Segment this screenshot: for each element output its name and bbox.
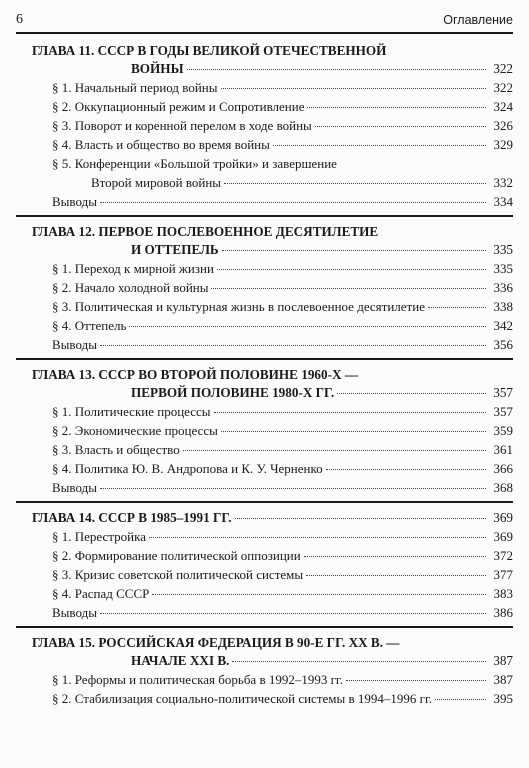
entry-page-number: 366: [493, 461, 513, 476]
dot-leader: [304, 556, 486, 557]
entry-text: § 2. Экономические процессы: [52, 423, 218, 438]
dot-leader: [100, 613, 486, 614]
entry-text: § 1. Начальный период войны: [52, 80, 218, 95]
entry-text: § 4. Политика Ю. В. Андропова и К. У. Черненко: [52, 461, 323, 476]
entry-text: § 2. Стабилизация социально-политической системы в 1994–1996 гг.: [52, 691, 433, 706]
chapter-page-number: 387: [493, 653, 513, 668]
dot-leader: [183, 450, 486, 451]
toc-entry[interactable]: [16, 670, 513, 689]
entry-text: Выводы: [52, 194, 97, 209]
entry-page-number: 387: [493, 672, 513, 687]
entry-page-number: 372: [493, 548, 513, 563]
toc-entry[interactable]: [16, 259, 513, 278]
table-of-contents: [0, 36, 529, 708]
entry-page-number: 342: [493, 318, 513, 333]
entry-page-number: 361: [493, 442, 513, 457]
entry-page-number: 336: [493, 280, 513, 295]
entry-page-number: 357: [493, 404, 513, 419]
chapter-title-text: НАЧАЛЕ ХХI В.: [131, 653, 230, 668]
toc-entry[interactable]: [16, 421, 513, 440]
chapter-title[interactable]: [16, 36, 513, 78]
dot-leader: [273, 145, 486, 146]
toc-entry[interactable]: [16, 78, 513, 97]
entry-text-continued: Второй мировой войны: [91, 175, 222, 190]
chapter-title-text: ВОЙНЫ: [131, 61, 184, 76]
entry-text: Выводы: [52, 605, 97, 620]
chapter-title-text: ГЛАВА 14. СССР В 1985–1991 ГГ.: [32, 510, 232, 525]
toc-entry[interactable]: [16, 565, 513, 584]
entry-page-number: 386: [493, 605, 513, 620]
chapter-11: [16, 36, 513, 217]
toc-entry[interactable]: [16, 97, 513, 116]
dot-leader: [307, 107, 486, 108]
chapter-page-number: 357: [493, 385, 513, 400]
dot-leader: [222, 250, 486, 251]
chapter-page-number: 369: [493, 510, 513, 525]
entry-page-number: 329: [493, 137, 513, 152]
entry-text: § 1. Политические процессы: [52, 404, 211, 419]
dot-leader: [346, 680, 486, 681]
toc-entry-conclusions[interactable]: [16, 335, 513, 354]
page-header: [16, 8, 513, 30]
dot-leader: [428, 307, 486, 308]
dot-leader: [187, 69, 486, 70]
dot-leader: [337, 393, 486, 394]
dot-leader: [100, 202, 486, 203]
dot-leader: [149, 537, 486, 538]
toc-entry[interactable]: [16, 584, 513, 603]
chapter-12: [16, 217, 513, 360]
dot-leader: [235, 518, 486, 519]
chapter-title-text: ГЛАВА 15. РОССИЙСКАЯ ФЕДЕРАЦИЯ В 90-Е ГГ. ХХ В. —: [32, 635, 400, 650]
chapter-title-text: ГЛАВА 11. СССР В ГОДЫ ВЕЛИКОЙ ОТЕЧЕСТВЕННОЙ: [32, 43, 387, 58]
chapter-title-text: ПЕРВОЙ ПОЛОВИНЕ 1980-Х ГГ.: [131, 385, 335, 400]
chapter-page-number: 335: [493, 242, 513, 257]
entry-text: § 2. Начало холодной войны: [52, 280, 209, 295]
chapter-title[interactable]: [16, 360, 513, 402]
toc-entry[interactable]: [16, 440, 513, 459]
chapter-title-text: ГЛАВА 13. СССР ВО ВТОРОЙ ПОЛОВИНЕ 1960-Х —: [32, 367, 359, 382]
entry-page-number: 324: [493, 99, 513, 114]
toc-entry[interactable]: [16, 402, 513, 421]
entry-text: § 2. Формирование политической оппозиции: [52, 548, 301, 563]
entry-page-number: 383: [493, 586, 513, 601]
dot-leader: [306, 575, 486, 576]
entry-text: Выводы: [52, 337, 97, 352]
entry-text: § 5. Конференции «Большой тройки» и завершение: [52, 156, 337, 171]
dot-leader: [100, 345, 486, 346]
entry-page-number: 322: [493, 80, 513, 95]
entry-text: § 4. Распад СССР: [52, 586, 150, 601]
entry-text: § 1. Переход к мирной жизни: [52, 261, 214, 276]
toc-entry[interactable]: [16, 527, 513, 546]
entry-text: § 3. Политическая и культурная жизнь в послевоенное десятилетие: [52, 299, 425, 314]
toc-entry[interactable]: [16, 689, 513, 708]
toc-entry[interactable]: [16, 297, 513, 316]
chapter-title[interactable]: [16, 503, 513, 527]
entry-page-number: 369: [493, 529, 513, 544]
entry-text: Выводы: [52, 480, 97, 495]
entry-page-number: 395: [493, 691, 513, 706]
entry-page-number: 332: [493, 175, 513, 190]
dot-leader: [214, 412, 486, 413]
entry-text: § 3. Власть и общество: [52, 442, 180, 457]
dot-leader: [221, 88, 487, 89]
entry-page-number: 359: [493, 423, 513, 438]
dot-leader: [211, 288, 486, 289]
entry-page-number: 377: [493, 567, 513, 582]
entry-page-number: 338: [493, 299, 513, 314]
toc-entry[interactable]: [16, 116, 513, 135]
chapter-15: [16, 628, 513, 708]
toc-entry[interactable]: [16, 546, 513, 565]
chapter-title[interactable]: [16, 217, 513, 259]
chapter-13: [16, 360, 513, 503]
toc-entry[interactable]: [16, 135, 513, 154]
entry-page-number: 326: [493, 118, 513, 133]
toc-entry-conclusions[interactable]: [16, 192, 513, 211]
entry-text: § 2. Оккупационный режим и Сопротивление: [52, 99, 305, 114]
chapter-title-text: И ОТТЕПЕЛЬ: [131, 242, 219, 257]
entry-page-number: 334: [493, 194, 513, 209]
toc-entry[interactable]: [16, 459, 513, 478]
toc-entry-conclusions[interactable]: [16, 603, 513, 622]
toc-entry-conclusions[interactable]: [16, 478, 513, 497]
page-number: 6: [16, 12, 23, 27]
dot-leader: [224, 183, 486, 184]
entry-text: § 3. Поворот и коренной перелом в ходе войны: [52, 118, 312, 133]
toc-entry[interactable]: [16, 278, 513, 297]
dot-leader: [100, 488, 486, 489]
toc-entry[interactable]: [16, 316, 513, 335]
entry-text: § 1. Перестройка: [52, 529, 146, 544]
entry-text: § 1. Реформы и политическая борьба в 1992–1993 гг.: [52, 672, 344, 687]
entry-text: § 3. Кризис советской политической системы: [52, 567, 304, 582]
chapter-page-number: 322: [493, 61, 513, 76]
dot-leader: [232, 661, 486, 662]
dot-leader: [221, 431, 486, 432]
dot-leader: [217, 269, 486, 270]
toc-entry[interactable]: [16, 154, 513, 192]
dot-leader: [152, 594, 486, 595]
entry-page-number: 368: [493, 480, 513, 495]
entry-text: § 4. Власть и общество во время войны: [52, 137, 270, 152]
chapter-title-text: ГЛАВА 12. ПЕРВОЕ ПОСЛЕВОЕННОЕ ДЕСЯТИЛЕТИЕ: [32, 224, 379, 239]
dot-leader: [129, 326, 486, 327]
entry-page-number: 335: [493, 261, 513, 276]
chapter-14: [16, 503, 513, 628]
entry-text: § 4. Оттепель: [52, 318, 127, 333]
dot-leader: [315, 126, 486, 127]
running-title: Оглавление: [443, 13, 513, 27]
header-rule: [16, 32, 513, 34]
dot-leader: [435, 699, 486, 700]
entry-page-number: 356: [493, 337, 513, 352]
dot-leader: [326, 469, 486, 470]
chapter-title[interactable]: [16, 628, 513, 670]
